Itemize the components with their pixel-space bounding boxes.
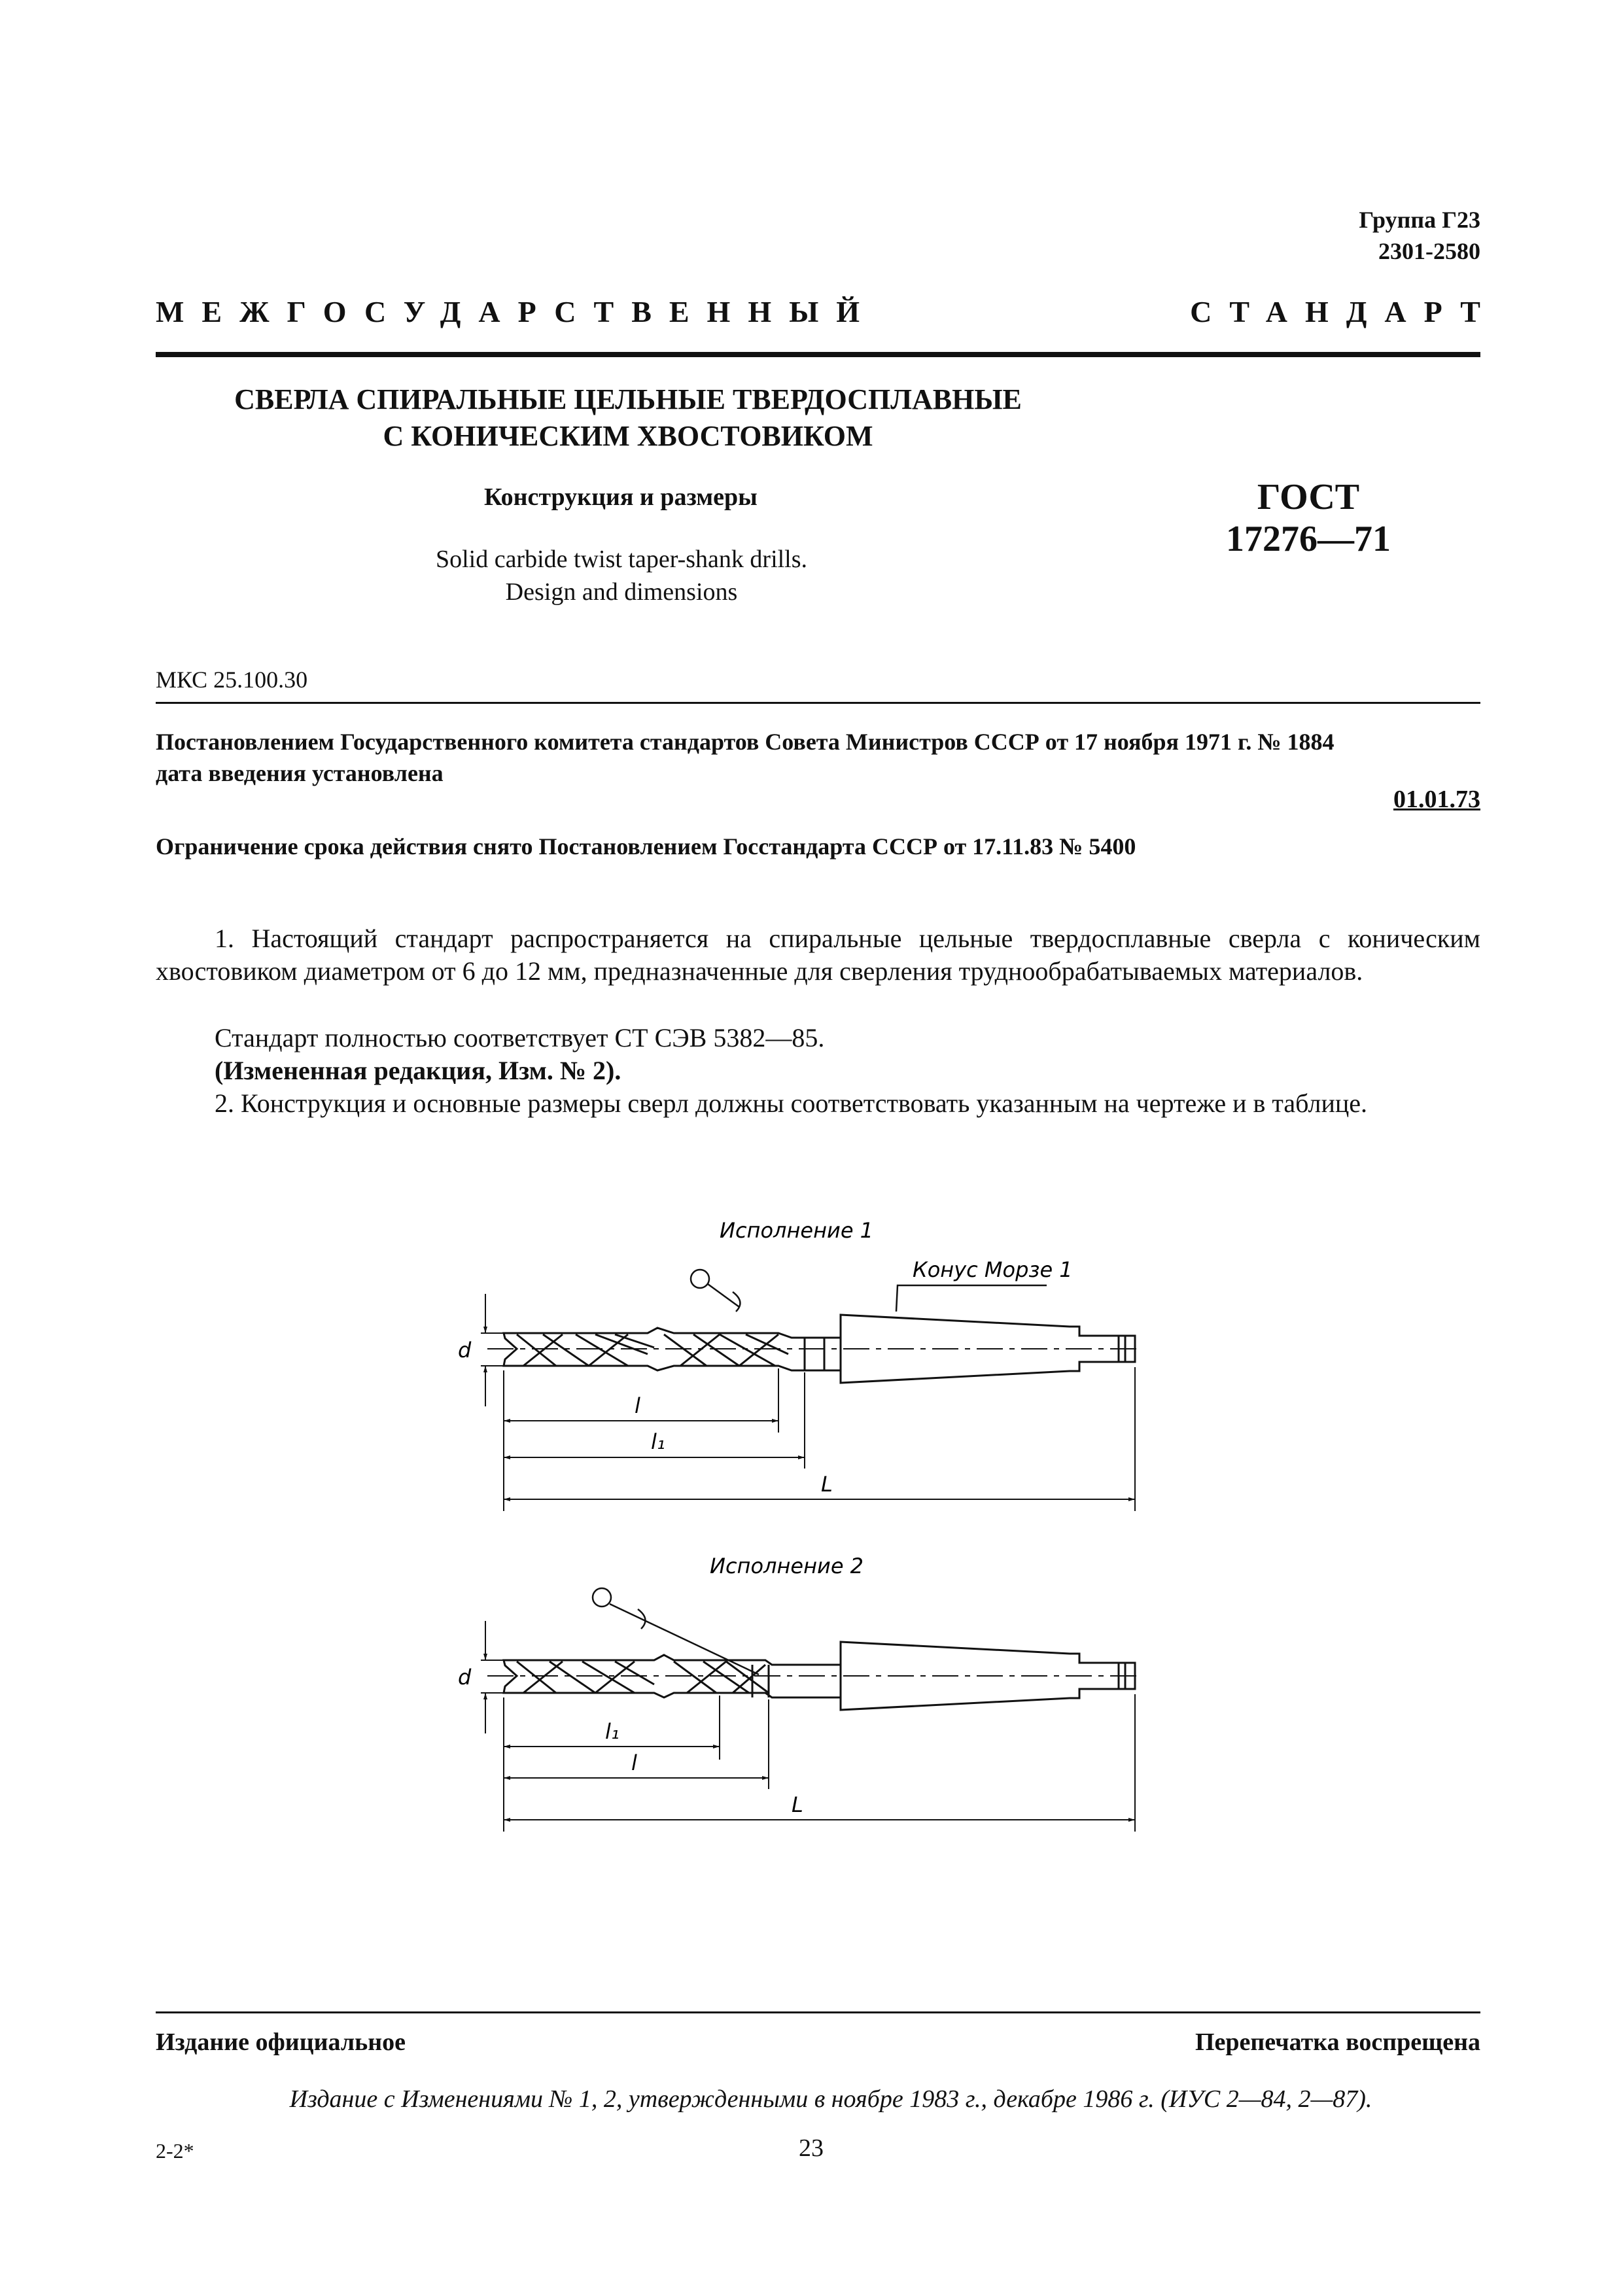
dim-d-label-2: d (458, 1665, 472, 1690)
document-subtitle: Конструкция и размеры (484, 483, 758, 511)
group-label: Группа Г23 (1359, 207, 1480, 233)
introduction-date: 01.01.73 (1393, 786, 1480, 813)
sheet-mark: 2-2* (156, 2139, 194, 2163)
standard-word: СТАНДАРТ (1190, 295, 1498, 328)
page-number: 23 (799, 2134, 824, 2162)
decree-line-2: дата введения установлена (156, 760, 444, 786)
title-line-2: С КОНИЧЕСКИМ ХВОСТОВИКОМ (383, 420, 873, 452)
paragraph-amendment: (Измененная редакция, Изм. № 2). (215, 1056, 621, 1085)
dim-l-label-1: l (635, 1393, 640, 1418)
drill-version-1 (481, 1270, 1142, 1511)
official-edition-label: Издание официальное (156, 2028, 406, 2056)
gost-label: ГОСТ (1257, 477, 1360, 517)
interstate-word: МЕЖГОСУДАРСТВЕННЫЙ (156, 295, 878, 328)
gost-number: 17276—71 (1226, 519, 1391, 559)
version-1-label: Исполнение 1 (720, 1218, 874, 1243)
dim-L-label-1: L (821, 1472, 833, 1497)
paragraph-compliance: Стандарт полностью соответствует СТ СЭВ 5382—85. (215, 1023, 825, 1052)
edition-note: Издание с Изменениями № 1, 2, утвержденными в ноябре 1983 г., декабре 1986 г. (ИУС 2—84, 2—87). (289, 2085, 1372, 2113)
dim-l1-label-2: l₁ (605, 1719, 620, 1744)
paragraph-design: 2. Конструкция и основные размеры сверл должны соответствовать указанным на чертеже и в таблице. (215, 1088, 1368, 1118)
footer-rule (156, 2011, 1480, 2013)
dim-d-label-1: d (458, 1338, 472, 1363)
limitation-note: Ограничение срока действия снято Постановлением Госстандарта СССР от 17.11.83 № 5400 (156, 833, 1136, 860)
title-line-1: СВЕРЛА СПИРАЛЬНЫЕ ЦЕЛЬНЫЕ ТВЕРДОСПЛАВНЫЕ (234, 383, 1022, 415)
classification-code: 2301-2580 (1378, 238, 1480, 264)
mks-code: МКС 25.100.30 (156, 667, 308, 693)
english-title-line-1: Solid carbide twist taper-shank drills. (435, 546, 808, 573)
dim-l-label-2: l (631, 1750, 637, 1775)
drill-version-2 (481, 1588, 1142, 1832)
dim-L-label-2: L (792, 1792, 803, 1817)
decree-line-1: Постановлением Государственного комитета стандартов Совета Министров СССР от 17 ноября 1971 г. № 1884 (156, 729, 1335, 755)
morse-taper-label: Конус Морзе 1 (913, 1257, 1073, 1282)
version-2-label: Исполнение 2 (710, 1554, 864, 1578)
dim-l1-label-1: l₁ (651, 1429, 665, 1454)
reprint-prohibited-label: Перепечатка воспрещена (1195, 2028, 1480, 2056)
paragraph-scope: 1. Настоящий стандарт распространяется на спиральные цельные твердосплавные сверла с коническим хвостовиком диаметром от 6 до 12 мм, предназначенные для сверления труднообрабатываемых материалов. (156, 924, 1480, 986)
english-title-line-2: Design and dimensions (505, 578, 738, 606)
